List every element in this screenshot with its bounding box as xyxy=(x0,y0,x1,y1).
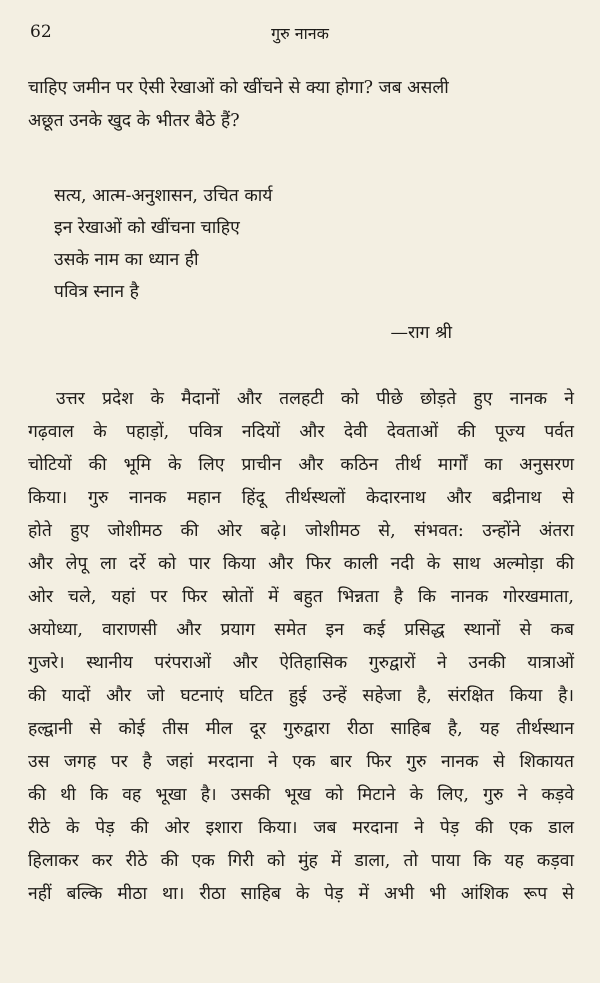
text-line: की यादों और जो घटनाएं घटित हुई उन्हें सहेजा है, संरक्षित किया है। xyxy=(28,686,574,706)
body-paragraph xyxy=(28,383,574,911)
text-line: चाहिए जमीन पर ऐसी रेखाओं को खींचने से क्या होगा? जब असली xyxy=(28,78,449,98)
poem-line: इन रेखाओं को खींचना चाहिए xyxy=(54,218,240,238)
text-line: अयोध्या, वाराणसी और प्रयाग समेत इन कई प्रसिद्ध स्थानों से कब xyxy=(28,620,574,640)
text-line: गढ़वाल के पहाड़ों, पवित्र नदियों और देवी देवताओं की पूज्य पर्वत xyxy=(28,422,574,442)
text-line: उत्तर प्रदेश के मैदानों और तलहटी को पीछे छोड़ते हुए नानक ने xyxy=(56,389,574,409)
text-line: उस जगह पर है जहां मरदाना ने एक बार फिर गुरु नानक से शिकायत xyxy=(28,752,574,772)
poem-line: उसके नाम का ध्यान ही xyxy=(54,250,199,270)
poem-quote xyxy=(54,180,272,308)
text-line: किया। गुरु नानक महान हिंदू तीर्थस्थलों केदारनाथ और बद्रीनाथ से xyxy=(28,488,574,508)
intro-paragraph xyxy=(28,72,574,138)
poem-line: पवित्र स्नान है xyxy=(54,282,139,302)
text-line: चोटियों की भूमि के लिए प्राचीन और कठिन तीर्थ मार्गों का अनुसरण xyxy=(28,455,574,475)
text-line: नहीं बल्कि मीठा था। रीठा साहिब के पेड़ में अभी भी आंशिक रूप से xyxy=(28,884,574,904)
text-line: होते हुए जोशीमठ की ओर बढ़े। जोशीमठ से, संभवत: उन्होंने अंतरा xyxy=(28,521,574,541)
text-line: अछूत उनके खुद के भीतर बैठे हैं? xyxy=(28,111,240,131)
text-line: ओर चले, यहां पर फिर स्रोतों में बहुत भिन्नता है कि नानक गोरखमाता, xyxy=(28,587,574,607)
text-line: और लेपू ला दर्रे को पार किया और फिर काली नदी के साथ अल्मोड़ा की xyxy=(28,554,574,574)
poem-line: सत्य, आत्म-अनुशासन, उचित कार्य xyxy=(54,186,273,206)
text-line: की थी कि वह भूखा है। उसकी भूख को मिटाने के लिए, गुरु ने कड़वे xyxy=(28,785,574,805)
running-title: गुरु नानक xyxy=(271,24,329,43)
text-line: गुजरे। स्थानीय परंपराओं और ऐतिहासिक गुरुद्वारों ने उनकी यात्राओं xyxy=(28,653,574,673)
page-number: 62 xyxy=(30,22,52,42)
poem-attribution: —राग श्री xyxy=(390,323,452,343)
text-line: हिलाकर कर रीठे की एक गिरी को मुंह में डाला, तो पाया कि यह कड़वा xyxy=(28,851,574,871)
text-line: हल्द्वानी से कोई तीस मील दूर गुरुद्वारा रीठा साहिब है, यह तीर्थस्थान xyxy=(28,719,574,739)
text-line: रीठे के पेड़ की ओर इशारा किया। जब मरदाना ने पेड़ की एक डाल xyxy=(28,818,574,838)
